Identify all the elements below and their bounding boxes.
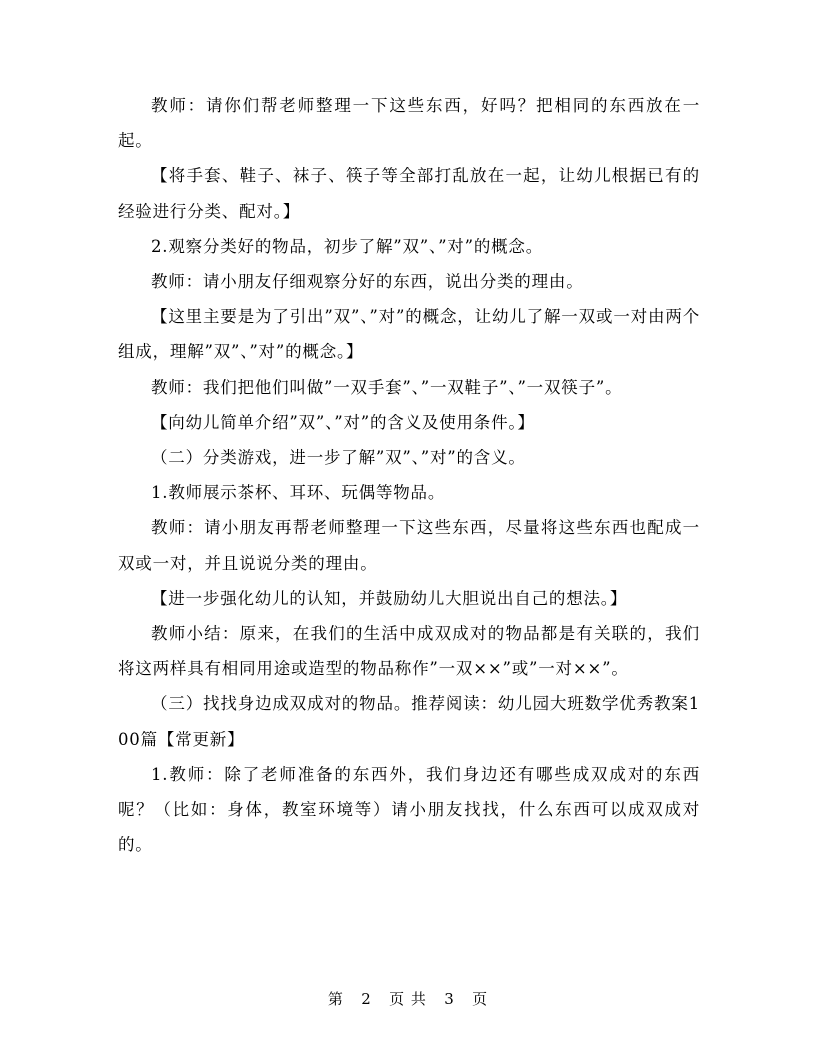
paragraph: 教师：请小朋友仔细观察分好的东西，说出分类的理由。 [151,272,584,292]
paragraph: 【将手套、鞋子、袜子、筷子等全部打乱放在一起，让幼儿根据已有的经验进行分类、配对。】 [118,166,700,221]
paragraph: （三）找找身边成双成对的物品。推荐阅读：幼儿园大班数学优秀教案100篇【常更新】 [118,694,700,749]
paragraph: 教师：请小朋友再帮老师整理一下这些东西，尽量将这些东西也配成一双或一对，并且说说分类的理由。 [118,518,700,573]
paragraph: （二）分类游戏，进一步了解”双”、”对”的含义。 [151,448,526,468]
page-footer [0,988,816,1009]
footer-current-page: 2 [361,990,372,1008]
footer-prefix: 第 [327,990,344,1008]
footer-suffix: 页 [472,990,489,1008]
paragraph: 教师：请你们帮老师整理一下这些东西，好吗？把相同的东西放在一起。 [118,96,700,151]
paragraph: 2.观察分类好的物品，初步了解”双”、”对”的概念。 [151,236,544,256]
paragraph: 1.教师展示茶杯、耳环、玩偶等物品。 [151,483,446,503]
footer-total-pages: 3 [444,990,455,1008]
paragraph: 1.教师：除了老师准备的东西外，我们身边还有哪些成双成对的东西呢？（比如：身体，教室环境等）请小朋友找找，什么东西可以成双成对的。 [118,764,700,855]
paragraph: 教师：我们把他们叫做”一双手套”、”一双鞋子”、”一双筷子”。 [151,377,623,397]
paragraph: 【进一步强化幼儿的认知，并鼓励幼儿大胆说出自己的想法。】 [151,588,628,608]
footer-middle: 页 共 [389,990,427,1008]
document-body [118,88,700,862]
paragraph: 【这里主要是为了引出”双”、”对”的概念，让幼儿了解一双或一对由两个组成，理解”双”、”对”的概念。】 [118,307,700,362]
paragraph: 教师小结：原来，在我们的生活中成双成对的物品都是有关联的，我们将这两样具有相同用途或造型的物品称作”一双××”或”一对××”。 [118,624,700,679]
paragraph: 【向幼儿简单介绍”双”、”对”的含义及使用条件。】 [151,412,535,432]
